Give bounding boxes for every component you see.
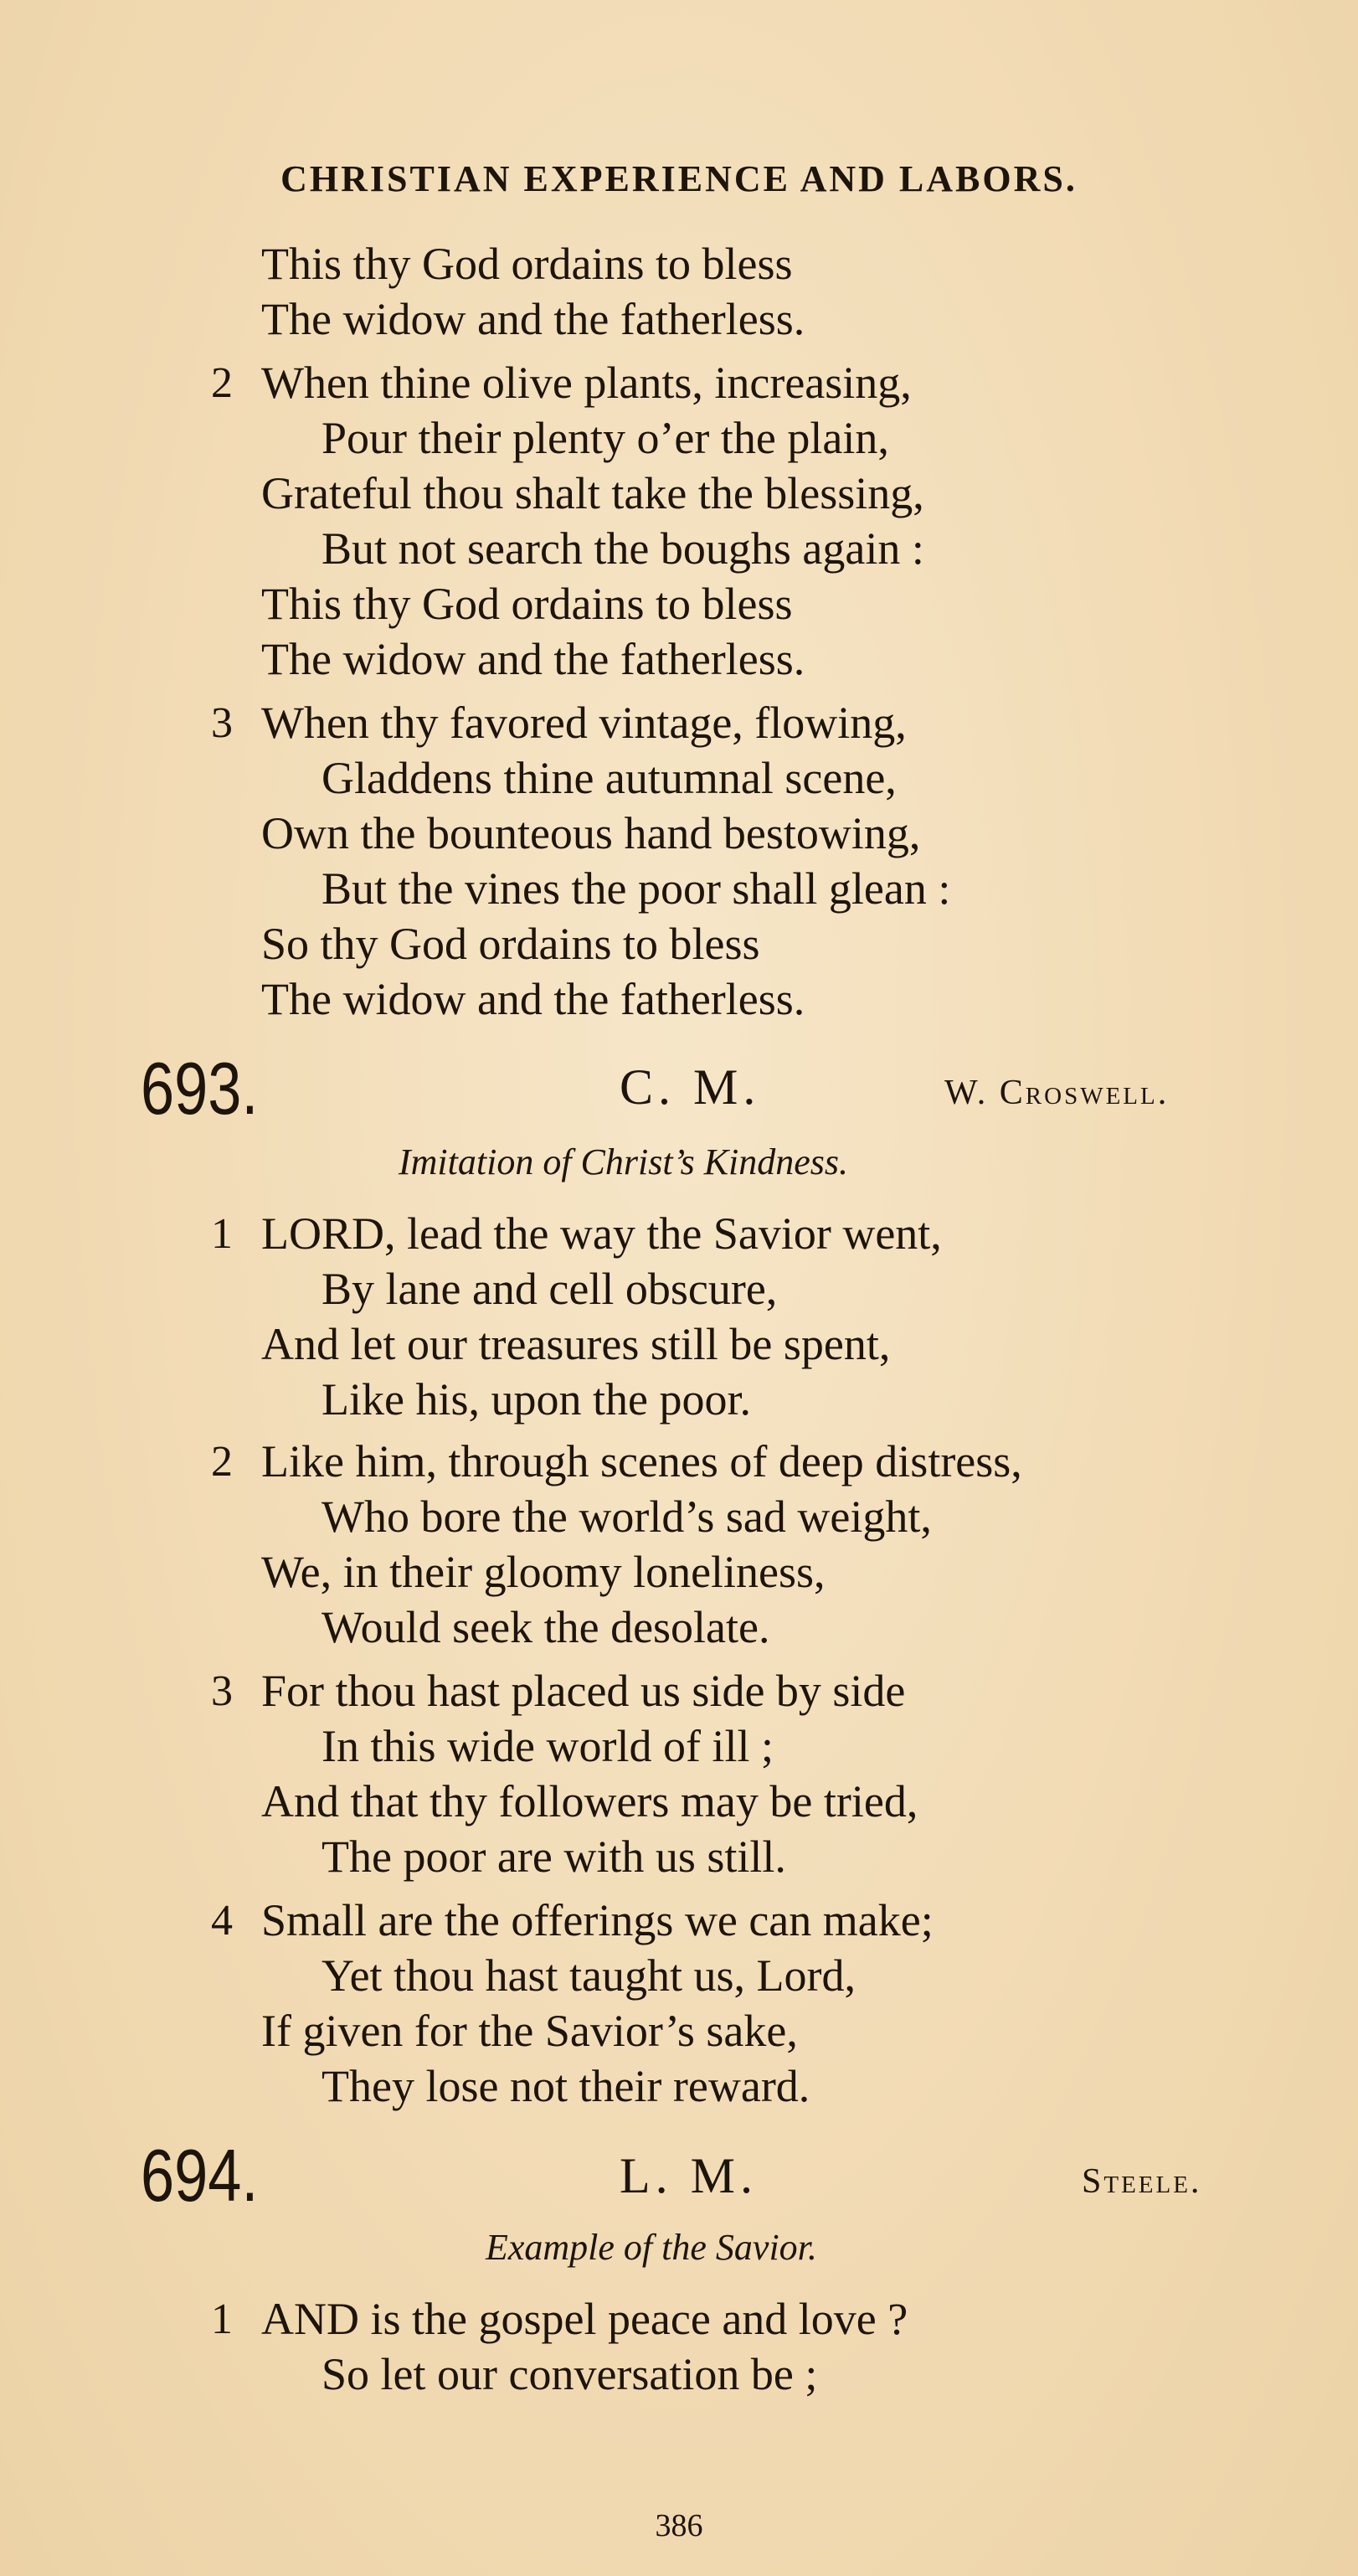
hymn-number: 693.	[141, 1047, 259, 1130]
verse-line: For thou hast placed us side by side	[261, 1666, 906, 1716]
verse-line: We, in their gloomy loneliness,	[261, 1547, 826, 1597]
verse-line: Yet thou hast taught us, Lord,	[321, 1950, 856, 2001]
verse-line: If given for the Savior’s sake,	[261, 2006, 798, 2056]
stanza-number: 3	[211, 699, 233, 747]
verse-line: The widow and the fatherless.	[261, 974, 805, 1024]
verse-line: This thy God ordains to bless	[261, 239, 793, 289]
hymn-meter: C. M.	[620, 1059, 761, 1115]
verse-line: LORD, lead the way the Savior went,	[261, 1208, 942, 1259]
hymn-subtitle: Example of the Savior.	[486, 2227, 817, 2268]
verse-line: Like him, through scenes of deep distress,	[261, 1436, 1022, 1486]
verse-line: When thy favored vintage, flowing,	[261, 698, 907, 748]
verse-line: And let our treasures still be spent,	[261, 1319, 891, 1369]
verse-line: The widow and the fatherless.	[261, 294, 805, 344]
stanza-number: 4	[211, 1897, 233, 1945]
stanza-number: 2	[211, 359, 233, 407]
verse-line: They lose not their reward.	[321, 2061, 810, 2111]
page-number: 386	[655, 2508, 703, 2543]
verse-line: Would seek the desolate.	[321, 1602, 770, 1652]
hymn-meter: L. M.	[620, 2148, 758, 2203]
verse-line: But not search the boughs again :	[321, 523, 924, 574]
verse-line: So thy God ordains to bless	[261, 919, 760, 969]
verse-line: AND is the gospel peace and love ?	[261, 2294, 908, 2344]
verse-line: So let our conversation be ;	[321, 2349, 818, 2399]
verse-line: And that thy followers may be tried,	[261, 1776, 918, 1826]
verse-line: The poor are with us still.	[321, 1832, 786, 1882]
hymn-subtitle: Imitation of Christ’s Kindness.	[399, 1141, 849, 1182]
verse-line: Grateful thou shalt take the blessing,	[261, 468, 924, 518]
hymn-author: Steele.	[1082, 2162, 1202, 2201]
verse-line: Who bore the world’s sad weight,	[321, 1492, 932, 1542]
stanza-number: 1	[211, 2295, 233, 2343]
verse-line: In this wide world of ill ;	[321, 1721, 774, 1771]
running-head: CHRISTIAN EXPERIENCE AND LABORS.	[280, 158, 1078, 199]
verse-line: Gladdens thine autumnal scene,	[321, 753, 897, 803]
hymn-author: W. Croswell.	[944, 1074, 1170, 1112]
stanza-number: 1	[211, 1210, 233, 1258]
verse-line: Like his, upon the poor.	[321, 1374, 751, 1425]
stanza-number: 2	[211, 1438, 233, 1486]
verse-line: This thy God ordains to bless	[261, 579, 793, 629]
verse-line: By lane and cell obscure,	[321, 1264, 778, 1314]
verse-line: When thine olive plants, increasing,	[261, 358, 912, 408]
verse-line: Small are the offerings we can make;	[261, 1895, 934, 1945]
verse-line: The widow and the fatherless.	[261, 634, 805, 684]
hymn-number: 694.	[141, 2134, 259, 2217]
verse-line: Own the bounteous hand bestowing,	[261, 808, 921, 858]
verse-line: Pour their plenty o’er the plain,	[321, 413, 889, 463]
stanza-number: 3	[211, 1667, 233, 1715]
verse-line: But the vines the poor shall glean :	[321, 863, 951, 914]
